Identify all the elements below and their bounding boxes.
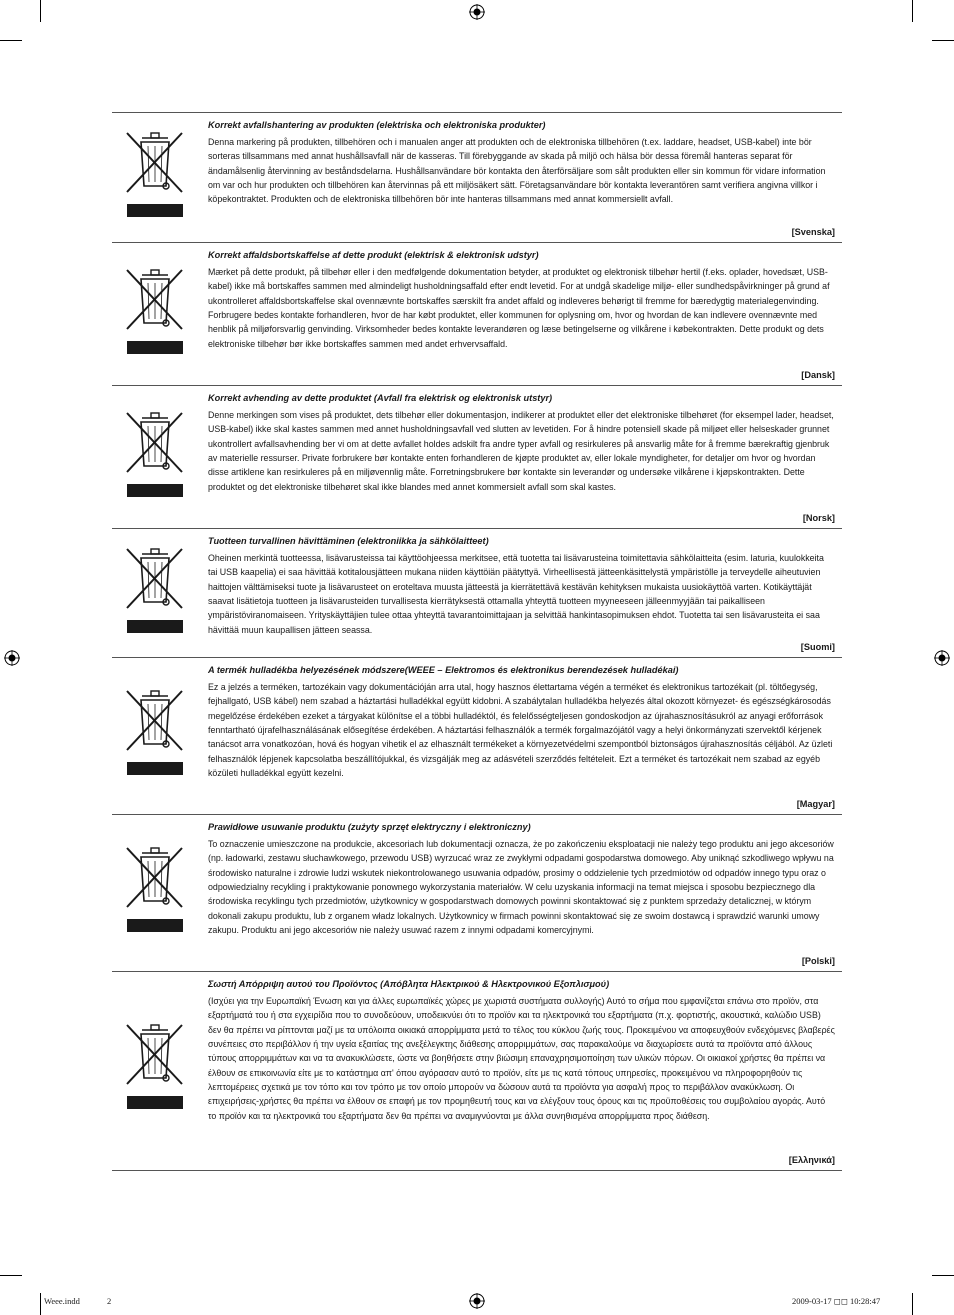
language-label: [Suomi] [800,642,835,652]
crop-mark [40,1293,41,1315]
section-title: Korrekt affaldsbortskaffelse af dette produkt (elektrisk & elektronisk udstyr) [208,250,539,260]
section-title: Korrekt avhending av dette produktet (Avfall fra elektrisk og elektronisk utstyr) [208,393,553,403]
crop-mark [912,0,913,22]
weee-bin-icon [124,130,186,217]
weee-bin-icon [124,410,186,497]
section-magyar [112,657,842,814]
crop-mark [912,1293,913,1315]
language-label: [Ελληνικά] [788,1155,835,1165]
section-body: (Ισχύει για την Ευρωπαϊκή Ένωση και για άλλες ευρωπαϊκές χώρες με χωριστά συστήματα συλλογής) Αυτό το σήμα που εμφανίζεται επάνω στο προϊόν, στα εξαρτήματά του ή στα εγχειρίδια που το συνοδεύουν, υποδεικνύει ότι το προϊόν και τα ηλεκτρονικά του εξαρτήματα (π.χ. φορτιστής, ακουστικά, καλώδιο USB) δεν θα πρέπει να ρίπτονται μαζί με τα υπόλοιπα οικιακά απορρίμματα μετά το τέλος του κύκλου ζωής τους. Προκειμένου να αποφευχθούν ενδεχόμενες βλαβερές συνέπειες στο περιβάλλον ή την υγεία εξαιτίας της ανεξέλεγκτης διάθεσης απορριμμάτων, σας παρακαλούμε να διαχωρίσετε αυτά τα προϊόντα από άλλους τύπους απορριμμάτων και να τα ανακυκλώσετε, ώστε να βοηθήσετε στην βιώσιμη επαναχρησιμοποίηση των υλικών πόρων. Οι οικιακοί χρήστες θα πρέπει να έλθουν σε επικοινωνία είτε με το κατάστημα απ' όπου αγόρασαν αυτό το προϊόν, είτε με τις κατά τόπους υπηρεσίες, προκειμένου να πληροφορηθούν τις λεπτομέρειες σχετικά με τον τόπο και τον τρόπο με τον οποίο μπορούν να δώσουν αυτά τα προϊόντα για ασφαλή προς το περιβάλλον ανακύκλωση. Οι επιχειρήσεις-χρήστες θα πρέπει να έλθουν σε επαφή με τον προμηθευτή τους και να ελέγξουν τους όρους και τις προϋποθέσεις του συμβολαίου αγοράς. Αυτό το προϊόν και τα ηλεκτρονικά του εξαρτήματα δεν θα πρέπει να αναμιγνύονται με άλλα συνηθισμένα απορρίμματα προς διάθεση. [208,996,835,1121]
weee-bin-icon [124,546,186,633]
section-body: Oheinen merkintä tuotteessa, lisävarusteissa tai käyttöohjeessa merkitsee, että tuotetta tai lisävarusteina toimitettavia sähkölaitteita (esim. laturia, kuulokkeita tai USB kaapelia) ei saa hävittää kotitalousjätteen mukana niiden käyttöiän päätyttyä. Virheellisestä jätteenkäsittelystä ympäristölle ja terveydelle aiheutuvien haittojen välttämiseksi tuote ja lisävarusteet on eroteltava muusta jätteestä ja kierrätettävä kestävän kehityksen mukaista uusiokäyttöä varten. Kotikäyttäjät saavat lisätietoja tuotteen ja lisävarusteiden turvallisesta kierrätyksestä ottamalla yhteyttä tuotteen myyneeseen jälleenmyyjään tai paikalliseen ympäristöviranomaiseen. Yrityskäyttäjien tulee ottaa yhteyttä tavarantoimittajaan ja selvittää hankintasopimuksen ehdot. Tuotetta tai sen lisävarusteita ei saa hävittää muun kaupallisen jätteen seassa. [208,553,824,635]
language-label: [Svenska] [791,227,835,237]
weee-bin-icon [124,845,186,932]
footer-file-name: Weee.indd [44,1296,80,1306]
registration-mark-icon [934,650,950,666]
section-ellinika [112,971,842,1171]
crop-mark [0,40,22,41]
section-title: Prawidłowe usuwanie produktu (zużyty sprzęt elektryczny i elektroniczny) [208,822,531,832]
crop-mark [932,40,954,41]
section-body: Mærket på dette produkt, på tilbehør eller i den medfølgende dokumentation betyder, at produktet og elektronisk tilbehør hertil (f.eks. oplader, hovedsæt, USB-kabel) ikke må bortskaffes sammen med almindeligt husholdningsaffald efter endt levetid. For at undgå skadelige miljø- eller sundhedspåvirkninger på grund af ukontrolleret affaldsbortskaffelse skal ovennævnte bortskaffes særskilt fra andet affald og indleveres behørigt til fremme for bæredygtig materialegenvinding. Forbrugere bedes kontakte forhandleren, hvor de har købt produktet, eller kommunen for oplysning om, hvor og hvordan de kan indlevere ovennævnte med henblik på miljøforsvarlig genvinding. Virksomheder bedes kontakte leverandøren og læse betingelserne og vilkårene i købekontrakten. Dette produkt og dets elektroniske tilbehør bør ikke bortskaffes sammen med andet erhvervsaffald. [208,267,830,349]
crop-mark [932,1275,954,1276]
section-svenska [112,112,842,242]
crop-mark [40,0,41,22]
section-title: A termék hulladékba helyezésének módszere(WEEE – Elektromos és elektronikus berendezések hulladékai) [208,665,679,675]
registration-mark-icon [469,1293,485,1309]
registration-mark-icon [469,4,485,20]
section-norsk [112,385,842,528]
language-label: [Norsk] [802,513,835,523]
weee-bin-icon [124,1022,186,1109]
section-body: Denne merkingen som vises på produktet, dets tilbehør eller dokumentasjon, indikerer at produktet eller det elektroniske tilbehøret (for eksempel lader, headset, USB-kabel) ikke skal kastes sammen med annet husholdningsavfall ved slutten av levetiden. For å hindre potensiell skade på miljøet eller helseskader grunnet ukontrollert avfallsavhending ber vi om at dette avfallet holdes adskilt fra andre typer avfall og resirkuleres på ansvarlig måte for å fremme bærekraftig gjenbruk av materielle ressurser. Private forbrukere bør kontakte enten forhandleren de kjøpte produktet av, eller lokale myndigheter, for detaljer om hvor og hvordan disse artiklene kan resirkuleres på en miljøvennlig måte. Forretningsbrukere bør kontakte sin leverandør og undersøke vilkårene i kjøpskontrakten. Dette produktet og det elektroniske tilbehøret skal ikke blandes med annet kommersielt avfall som skal kastes. [208,410,834,492]
language-label: [Dansk] [801,370,835,380]
section-suomi [112,528,842,657]
section-title: Korrekt avfallshantering av produkten (elektriska och elektroniska produkter) [208,120,546,130]
footer-page-number: 2 [107,1296,112,1306]
registration-mark-icon [4,650,20,666]
section-body: Ez a jelzés a terméken, tartozékain vagy dokumentációján arra utal, hogy hasznos élettartama végén a terméket és elektronikus tartozékait (pl. töltőegység, fejhallgató, USB kábel) nem szabad a háztartási hulladékkal együtt kidobni. A szabálytalan hulladékba helyezés által okozott környezet- és egészségkárosodás megelőzése érdekében ezeket a tárgyakat különítse el a többi hulladéktól, és felelősségteljesen gondoskodjon az újrahasznosításukról az anyagi erőforrások fenntartható újrafelhasználásának elősegítése érdekében. A háztartási felhasználók a termék forgalmazójától vagy a helyi önkormányzati szervektől kérjenek tanácsot arra vonatkozóan, hová és hogyan vihetik el az elhasznált termékeket a környezetvédelmi szempontból biztonságos újrahasznosítás céljából. Az üzleti felhasználók lépjenek kapcsolatba beszállítójukkal, és vizsgálják meg az adásvételi szerződés feltételeit. Ezt a terméket és tartozékait nem szabad az egyéb közületi hulladékkal együtt kezelni. [208,682,833,779]
crop-mark [0,1275,22,1276]
footer-datetime: 2009-03-17 ◻◻ 10:28:47 [792,1296,881,1306]
section-body: To oznaczenie umieszczone na produkcie, akcesoriach lub dokumentacji oznacza, że po zakończeniu eksploatacji nie należy tego produktu ani jego akcesoriów (np. ładowarki, zestawu słuchawkowego, przewodu USB) wyrzucać wraz ze zwykłymi odpadami gospodarstwa domowego. Aby uniknąć szkodliwego wpływu na środowisko naturalne i zdrowie ludzi wskutek niekontrolowanego usuwania odpadów, prosimy o oddzielenie tych przedmiotów od odpadów innego typu oraz o odpowiedzialny recykling i praktykowanie ponownego wykorzystania materiałów. W celu uzyskania informacji na temat miejsca i sposobu bezpiecznego dla środowiska recyklingu tych przedmiotów, użytkownicy w gospodarstwach domowych powinni skontaktować się z punktem sprzedaży detalicznej, w którym dokonali zakupu produktu, lub z organem władz lokalnych. Użytkownicy w firmach powinni skontaktować się ze swoim dostawcą i sprawdzić warunki umowy zakupu. Produktu ani jego akcesoriów nie należy usuwać razem z innymi odpadami komercyjnymi. [208,839,834,936]
section-title: Tuotteen turvallinen hävittäminen (elektroniikka ja sähkölaitteet) [208,536,489,546]
section-body: Denna markering på produkten, tillbehören och i manualen anger att produkten och de elektroniska tillbehören (t.ex. laddare, headset, USB-kabel) inte bör sorteras tillsammans med annat hushållsavfall när de kasseras. Till förebyggande av skada på miljö och hälsa bör dessa föremål hanteras separat för ändamålsenlig återvinning av beståndsdelarna. Hushållsanvändare bör kontakta den återförsäljare som sålt produkten eller sin kommun för vidare information om var och hur produkten och tillbehören kan återvinnas på ett miljösäkert sätt. Företagsanvändare bör kontakta leverantören samt verifiera angivna villkor i köpekontraktet. Produkten och de elektroniska tillbehören bör inte hanteras tillsammans med annat kommersiellt avfall. [208,137,826,205]
weee-bin-icon [124,267,186,354]
language-label: [Magyar] [796,799,835,809]
language-label: [Polski] [801,956,835,966]
section-dansk [112,242,842,385]
section-polski [112,814,842,971]
weee-bin-icon [124,688,186,775]
section-title: Σωστή Απόρριψη αυτού του Προϊόντος (Απόβλητα Ηλεκτρικού & Ηλεκτρονικού Εξοπλισμού) [208,979,610,989]
weee-notice-list [112,112,842,1171]
